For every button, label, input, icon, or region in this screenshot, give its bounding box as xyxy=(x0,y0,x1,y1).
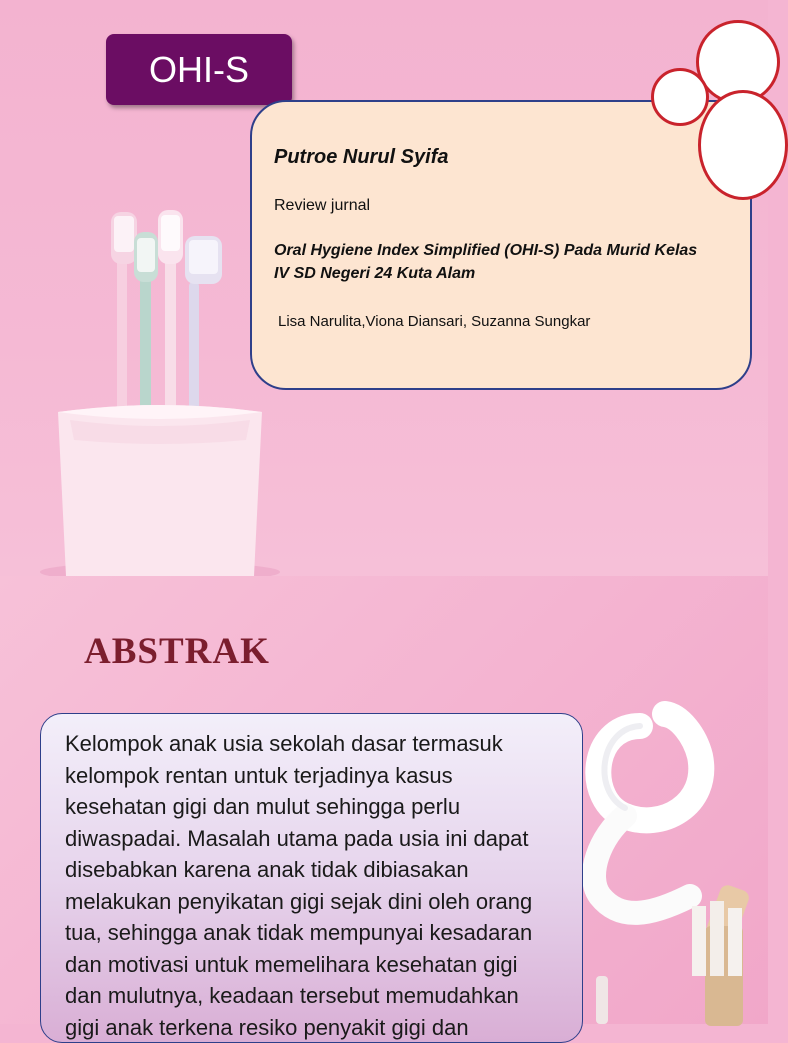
abstract-line: tua, sehingga anak tidak mempunyai kesadaran xyxy=(65,917,532,949)
abstract-line: diwaspadai. Masalah utama pada usia ini dapat xyxy=(65,823,532,855)
abstract-line: dan motivasi untuk memelihara kesehatan gigi xyxy=(65,949,532,981)
author-name: Putroe Nurul Syifa xyxy=(274,146,448,169)
toothbrush-lavender xyxy=(185,236,222,418)
abstract-line: dan mulutnya, keadaan tersebut memudahkan xyxy=(65,980,532,1012)
abstract-line: gigi anak terkena resiko penyakit gigi dan xyxy=(65,1012,532,1043)
abstract-line: disebabkan karena anak tidak dibiasakan xyxy=(65,854,532,886)
abstract-line: kelompok rentan untuk terjadinya kasus xyxy=(65,760,532,792)
toothbrush-green xyxy=(134,232,158,418)
abstract-line: Kelompok anak usia sekolah dasar termasuk xyxy=(65,728,532,760)
journal-info-box xyxy=(250,100,752,390)
toothbrush-pink-middle xyxy=(158,210,183,418)
white-cup xyxy=(58,405,262,576)
decor-circle-small xyxy=(651,68,709,126)
toothbrush-right xyxy=(692,883,751,1026)
journal-title-line: Oral Hygiene Index Simplified (OHI-S) Pada Murid Kelas xyxy=(274,239,734,262)
slide-title: OHI-S xyxy=(149,49,249,91)
abstract-line: melakukan penyikatan gigi sejak dini oleh orang xyxy=(65,886,532,918)
journal-authors: Lisa Narulita,Viona Diansari, Suzanna Sungkar xyxy=(278,313,590,330)
abstract-text-box xyxy=(40,713,583,1043)
toothbrush-pink-left xyxy=(111,212,137,415)
abstract-heading: ABSTRAK xyxy=(84,630,270,673)
abstract-line: kesehatan gigi dan mulut sehingga perlu xyxy=(65,791,532,823)
abstract-text xyxy=(65,728,532,1043)
slide-title-box xyxy=(106,34,292,105)
journal-title xyxy=(274,239,734,285)
review-label: Review jurnal xyxy=(274,197,370,215)
slide-2 xyxy=(0,576,768,1024)
decor-circle-bottom xyxy=(698,90,788,200)
journal-title-line: IV SD Negeri 24 Kuta Alam xyxy=(274,262,734,285)
